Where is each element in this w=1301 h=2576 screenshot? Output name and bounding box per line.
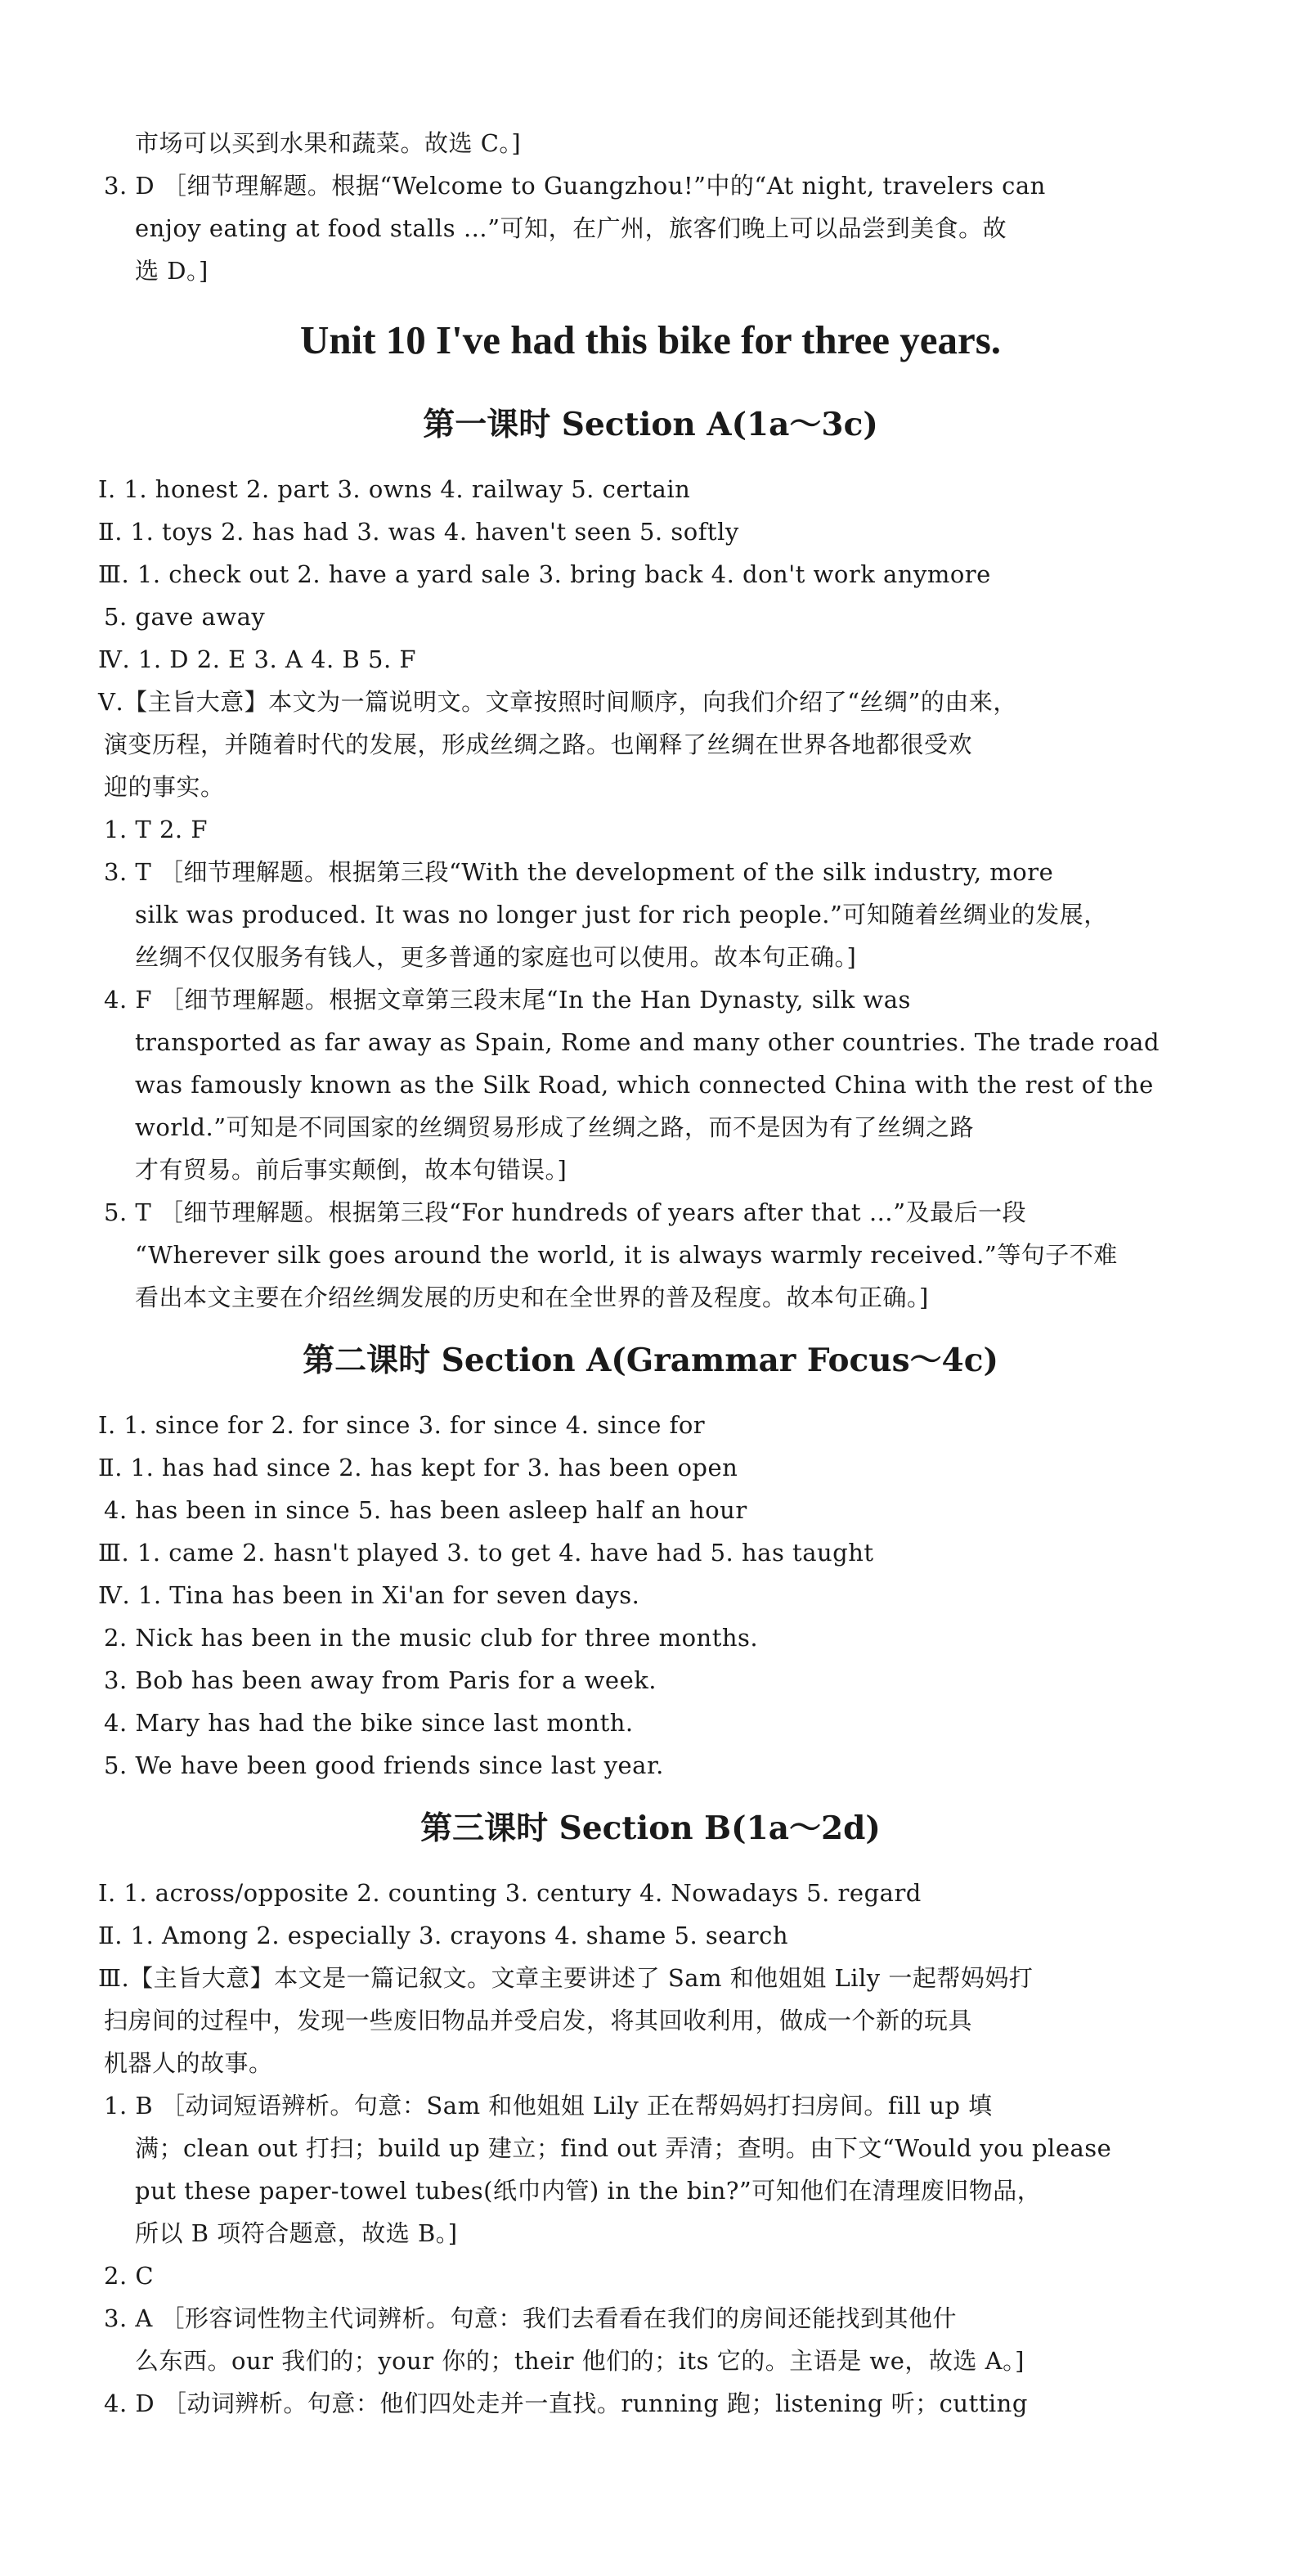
- text-line: 所以 B 项符合题意，故选 B。]: [135, 2219, 458, 2247]
- text-line: silk was produced. It was no longer just for rich people.”可知随着丝绸业的发展，: [135, 901, 1108, 928]
- text-line: 么东西。our 我们的；your 你的；their 他们的；its 它的。主语是 we，故选 A。]: [135, 2347, 1025, 2375]
- text-line: 才有贸易。前后事实颠倒，故本句错误。]: [135, 1156, 568, 1184]
- text-line: 2. C: [104, 2262, 155, 2290]
- unit-title: Unit 10 I've had this bike for three years.: [299, 317, 1002, 362]
- lesson-heading-1: 第一课时 Section A(1a～3c): [423, 406, 878, 443]
- text-line: put these paper-towel tubes(纸巾内管) in the bin?”可知他们在清理废旧物品，: [135, 2177, 1042, 2205]
- text-line: was famously known as the Silk Road, which connected China with the rest of the: [135, 1071, 1154, 1099]
- text-line: 1. T 2. F: [104, 816, 208, 843]
- text-line: Ⅲ. 1. came 2. hasn't played 3. to get 4. have had 5. has taught: [98, 1539, 874, 1567]
- text-line: 3. T ［细节理解题。根据第三段“With the development of the silk industry, more: [104, 858, 1054, 886]
- text-line: Ⅰ. 1. since for 2. for since 3. for since 4. since for: [98, 1411, 706, 1439]
- lesson-heading-2: 第二课时 Section A(Grammar Focus～4c): [303, 1342, 998, 1379]
- text-line: 2. Nick has been in the music club for three months.: [104, 1624, 759, 1652]
- text-line: 5. We have been good friends since last year.: [104, 1751, 664, 1779]
- text-line: “Wherever silk goes around the world, it is always warmly received.”等句子不难: [135, 1241, 1118, 1269]
- text-line: 4. has been in since 5. has been asleep half an hour: [104, 1496, 747, 1524]
- text-line: 机器人的故事。: [104, 2049, 273, 2077]
- text-line: 4. D ［动词辨析。句意：他们四处走并一直找。running 跑；listening 听；cutting: [104, 2389, 1028, 2417]
- text-line: 4. F ［细节理解题。根据文章第三段末尾“In the Han Dynasty, silk was: [104, 986, 911, 1014]
- text-line: 扫房间的过程中，发现一些废旧物品并受启发，将其回收利用，做成一个新的玩具: [104, 2007, 973, 2034]
- text-line: Ⅰ. 1. honest 2. part 3. owns 4. railway 5. certain: [98, 475, 691, 503]
- text-line: world.”可知是不同国家的丝绸贸易形成了丝绸之路，而不是因为有了丝绸之路: [135, 1113, 975, 1141]
- text-line: Ⅱ. 1. Among 2. especially 3. crayons 4. shame 5. search: [98, 1922, 789, 1949]
- text-line: 看出本文主要在介绍丝绸发展的历史和在全世界的普及程度。故本句正确。]: [135, 1284, 929, 1311]
- text-line: Ⅱ. 1. toys 2. has had 3. was 4. haven't seen 5. softly: [98, 518, 739, 546]
- text-line: 丝绸不仅仅服务有钱人，更多普通的家庭也可以使用。故本句正确。]: [135, 943, 857, 971]
- text-line: 3. A ［形容词性物主代词辨析。句意：我们去看看在我们的房间还能找到其他什: [104, 2304, 958, 2332]
- text-line: 3. D ［细节理解题。根据“Welcome to Guangzhou!”中的“At night, travelers can: [104, 172, 1046, 200]
- text-line: 选 D。]: [135, 257, 209, 285]
- lesson-heading-3: 第三课时 Section B(1a～2d): [420, 1809, 881, 1847]
- text-line: Ⅳ. 1. Tina has been in Xi'an for seven days.: [98, 1581, 640, 1609]
- text-line: 1. B ［动词短语辨析。句意：Sam 和他姐姐 Lily 正在帮妈妈打扫房间。fill up 填: [104, 2092, 993, 2120]
- text-line: Ⅱ. 1. has had since 2. has kept for 3. has been open: [98, 1454, 738, 1481]
- text-line: Ⅲ. 1. check out 2. have a yard sale 3. bring back 4. don't work anymore: [98, 560, 991, 588]
- text-line: enjoy eating at food stalls …”可知，在广州，旅客们晚上可以品尝到美食。故: [135, 214, 1007, 242]
- text-line: 迎的事实。: [104, 773, 225, 801]
- text-line: 5. gave away: [104, 603, 266, 631]
- text-line: 市场可以买到水果和蔬菜。故选 C。]: [135, 129, 522, 157]
- text-line: transported as far away as Spain, Rome and many other countries. The trade road: [135, 1028, 1160, 1056]
- text-line: 演变历程，并随着时代的发展，形成丝绸之路。也阐释了丝绸在世界各地都很受欢: [104, 731, 973, 758]
- text-line: Ⅳ. 1. D 2. E 3. A 4. B 5. F: [98, 645, 417, 673]
- text-line: 3. Bob has been away from Paris for a week.: [104, 1666, 657, 1694]
- text-line: Ⅴ.【主旨大意】本文为一篇说明文。文章按照时间顺序，向我们介绍了“丝绸”的由来，: [98, 688, 1017, 716]
- text-line: Ⅲ.【主旨大意】本文是一篇记叙文。文章主要讲述了 Sam 和他姐姐 Lily 一起帮妈妈打: [98, 1964, 1034, 1992]
- text-line: Ⅰ. 1. across/opposite 2. counting 3. century 4. Nowadays 5. regard: [98, 1879, 922, 1907]
- text-line: 满；clean out 打扫；build up 建立；find out 弄清；查明。由下文“Would you please: [135, 2134, 1112, 2162]
- text-line: 5. T ［细节理解题。根据第三段“For hundreds of years after that …”及最后一段: [104, 1198, 1027, 1226]
- text-line: 4. Mary has had the bike since last month.: [104, 1709, 634, 1737]
